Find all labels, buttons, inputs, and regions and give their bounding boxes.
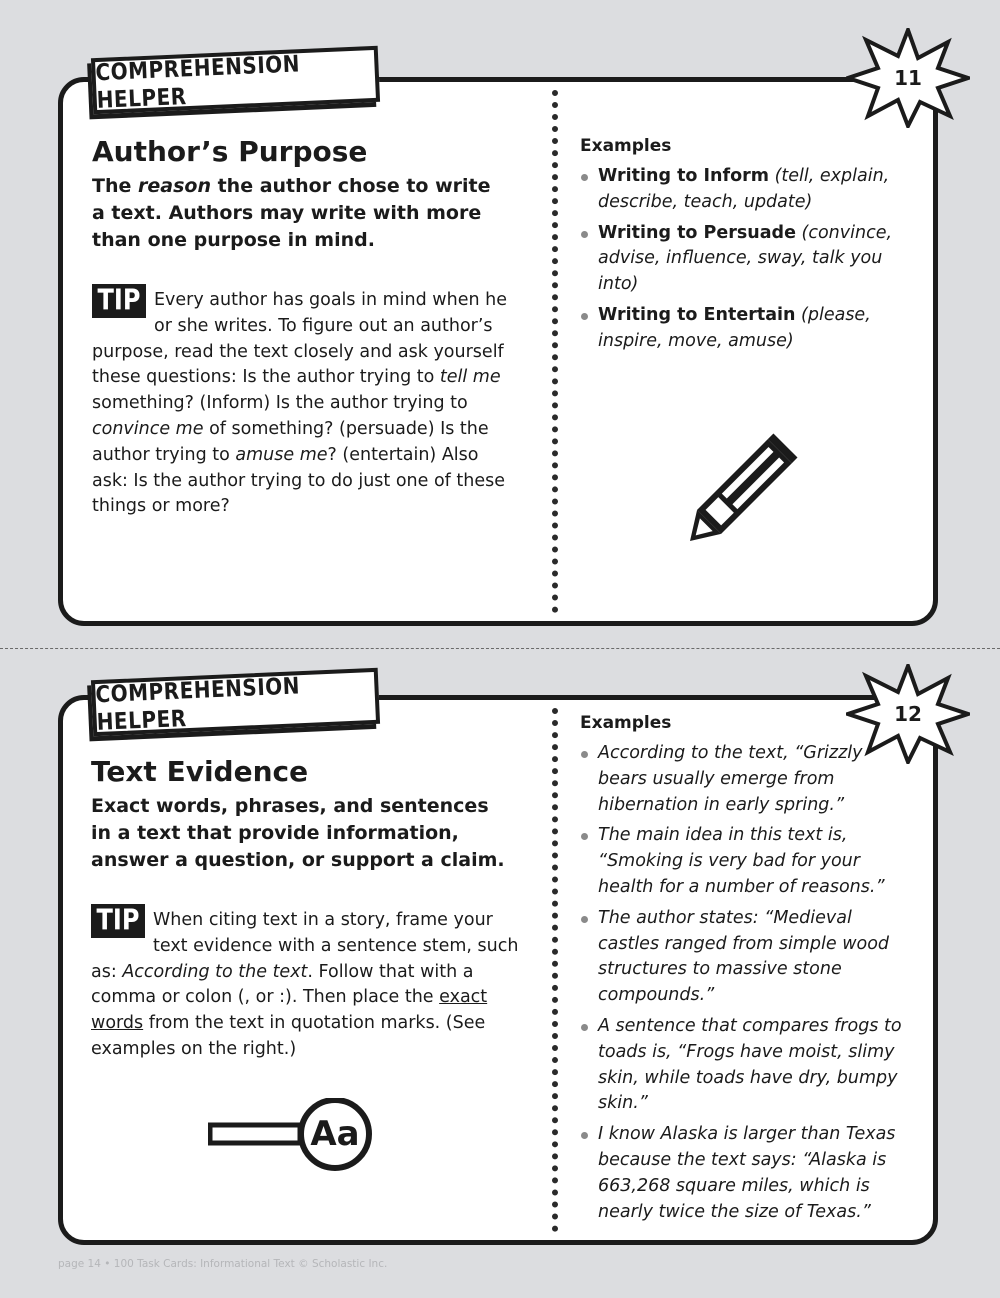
list-item: Writing to Entertain (please, inspire, move, amuse) <box>580 303 900 355</box>
card-title: Author’s Purpose <box>92 135 368 168</box>
tip-badge: TIP <box>92 284 146 318</box>
list-item: According to the text, “Grizzly bears usually emerge from hibernation in early spring.” <box>580 741 910 818</box>
pencil-icon <box>686 425 816 545</box>
page-footer: page 14 • 100 Task Cards: Informational Text © Scholastic Inc. <box>58 1258 388 1270</box>
tip-paragraph: TIP When citing text in a story, frame your text evidence with a sentence stem, such as: According to the text. Follow that with a comma or colon (, or :). Then place the exact words from the text in quotation marks. (See examples on the right.) <box>91 903 519 1059</box>
definition: Exact words, phrases, and sentences in a text that provide information, answer a question, or support a claim. <box>91 795 505 871</box>
examples-list <box>580 741 910 1230</box>
magnifier-text: Aa <box>310 1114 360 1154</box>
card-divider <box>552 708 558 1232</box>
card-number: 11 <box>894 66 922 90</box>
list-item: A sentence that compares frogs to toads is, “Frogs have moist, slimy skin, while toads have dry, bumpy skin.” <box>580 1014 910 1117</box>
examples-list <box>580 164 900 360</box>
comprehension-helper-label: COMPREHENSION HELPER <box>91 46 380 114</box>
list-item: The main idea in this text is, “Smoking is very bad for your health for a number of reasons.” <box>580 823 910 900</box>
examples-heading: Examples <box>580 136 672 156</box>
card-divider <box>552 90 558 613</box>
tip-badge: TIP <box>91 904 145 938</box>
list-item: Writing to Inform (tell, explain, describe, teach, update) <box>580 164 900 216</box>
list-item: I know Alaska is larger than Texas because the text says: “Alaska is 663,268 square miles, which is nearly twice the size of Texas.” <box>580 1122 910 1225</box>
list-item: The author states: “Medieval castles ranged from simple wood structures to massive stone compounds.” <box>580 906 910 1009</box>
card-title: Text Evidence <box>91 755 309 788</box>
cut-line <box>0 648 1000 649</box>
list-item: Writing to Persuade (convince, advise, influence, sway, talk you into) <box>580 221 900 298</box>
card-number-badge <box>846 28 970 128</box>
tip-paragraph: TIP Every author has goals in mind when he or she writes. To figure out an author’s purpose, read the text closely and ask yourself these questions: Is the author trying to tell me something? (Inform) Is the author trying to convince me of something? (persuade) Is the author trying to amuse me? (entertain) Also ask: Is the author trying to do just one of these things or more? <box>92 283 507 517</box>
examples-heading: Examples <box>580 713 672 733</box>
comprehension-helper-label: COMPREHENSION HELPER <box>91 668 380 736</box>
magnifying-glass-icon <box>208 1098 388 1174</box>
definition: The reason the author chose to write a text. Authors may write with more than one purpose in mind. <box>92 175 491 251</box>
card-number: 12 <box>894 702 922 726</box>
